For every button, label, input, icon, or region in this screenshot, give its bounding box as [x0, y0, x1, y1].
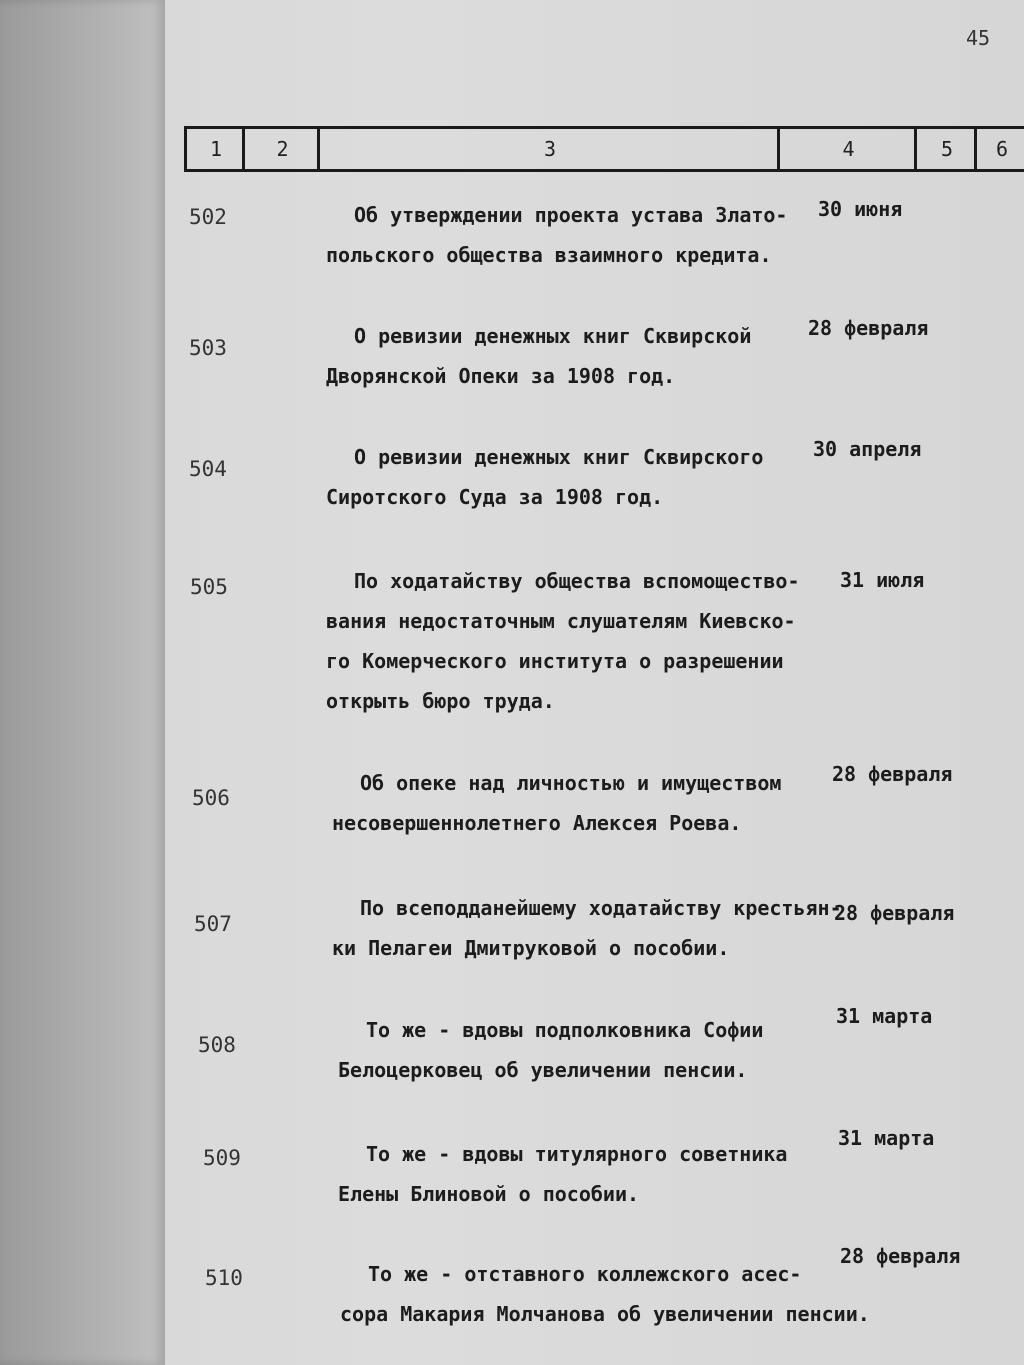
- entry-number: 508: [198, 1033, 236, 1057]
- entry-number: 509: [203, 1146, 241, 1170]
- entry-date: 31 июля: [840, 568, 925, 592]
- header-col-3: 3: [317, 129, 780, 169]
- entry-text: То же - отставного коллежского асес- сора Макария Молчанова об увеличении пенсии.: [340, 1262, 870, 1326]
- entry-text: О ревизии денежных книг Сквирской Дворянской Опеки за 1908 год.: [326, 324, 752, 388]
- entry-date: 31 марта: [836, 1004, 933, 1028]
- entry-text: То же - вдовы подполковника Софии Белоцерковец об увеличении пенсии.: [338, 1018, 764, 1082]
- entry-date: 30 апреля: [813, 437, 922, 461]
- header-col-1: 1: [184, 129, 245, 169]
- entry-number: 507: [194, 912, 232, 936]
- entry-text: Об утверждении проекта устава Злато- польского общества взаимного кредита.: [326, 203, 788, 267]
- entry-date: 28 февраля: [840, 1244, 961, 1268]
- entry-number: 506: [192, 786, 230, 810]
- entry-date: 28 февраля: [832, 762, 953, 786]
- header-col-4: 4: [777, 129, 917, 169]
- header-col-2: 2: [242, 129, 320, 169]
- entry-text: По ходатайству общества вспомоществo- вания недостаточным слушателям Киевско- го Комерческого института о разрешении открыть бюро труда.: [326, 569, 800, 713]
- table-header-row: [184, 126, 1024, 172]
- entry-text: Об опеке над личностью и имуществом несовершеннолетнего Алексея Роева.: [332, 771, 782, 835]
- entry-date: 28 февраля: [834, 901, 955, 925]
- entry-number: 502: [189, 205, 227, 229]
- entry-number: 510: [205, 1266, 243, 1290]
- entry-number: 503: [189, 336, 227, 360]
- entry-text: То же - вдовы титулярного советника Елены Блиновой о пособии.: [338, 1142, 788, 1206]
- entry-number: 504: [189, 457, 227, 481]
- page-number: 45: [966, 26, 991, 50]
- entry-text: О ревизии денежных книг Сквирского Сиротского Суда за 1908 год.: [326, 445, 764, 509]
- header-col-6: 6: [974, 129, 1024, 169]
- entry-date: 30 июня: [818, 197, 903, 221]
- header-col-5: 5: [914, 129, 977, 169]
- previous-page-edge: [0, 0, 165, 1365]
- entry-date: 28 февраля: [808, 316, 929, 340]
- entry-number: 505: [190, 575, 228, 599]
- entry-date: 31 марта: [838, 1126, 935, 1150]
- entry-text: По всеподданейшему ходатайству крестьян- ки Пелагеи Дмитруковой о пособии.: [332, 896, 842, 960]
